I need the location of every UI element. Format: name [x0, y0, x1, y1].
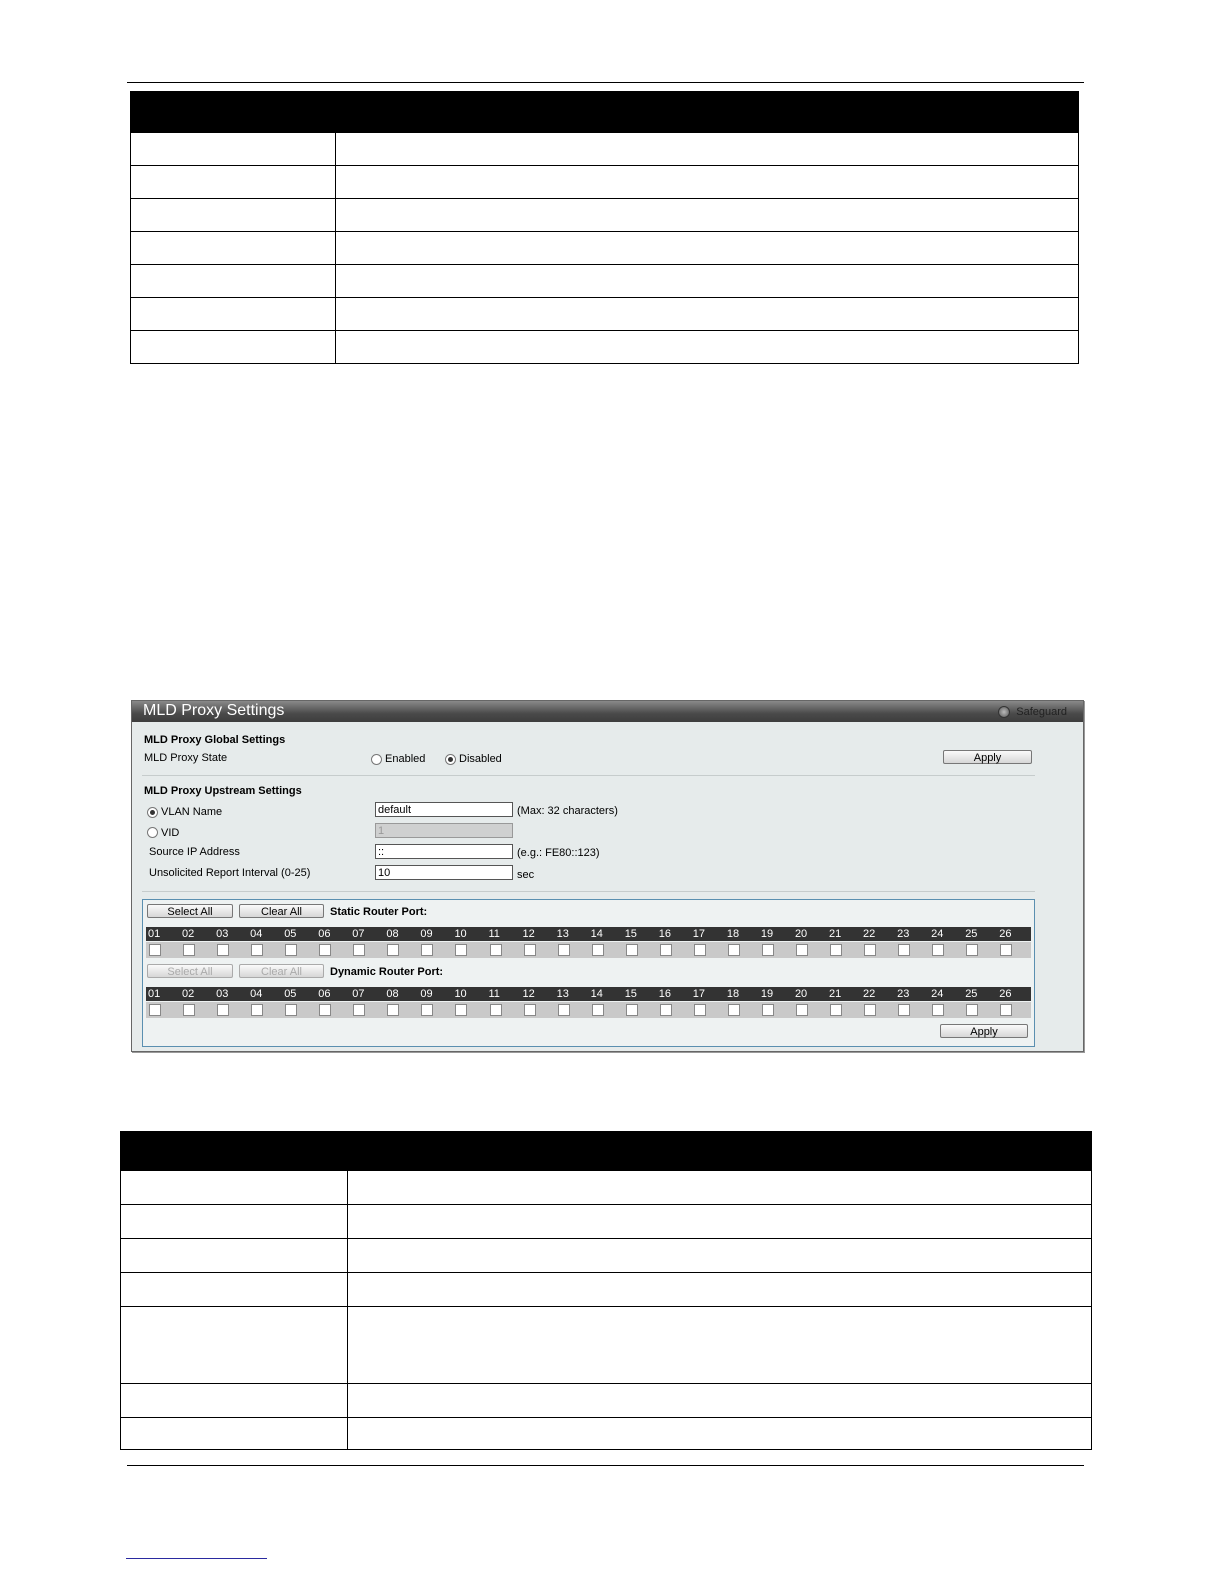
- static-port-number: 13: [556, 928, 569, 940]
- vid-radio[interactable]: [147, 827, 158, 838]
- static-port-number: 05: [284, 928, 297, 940]
- dynamic-port-number: 01: [148, 988, 161, 1000]
- dynamic-port-number: 06: [318, 988, 331, 1000]
- static-clear-all-button[interactable]: Clear All: [239, 904, 324, 918]
- dynamic-port-checkbox-15[interactable]: [626, 1004, 638, 1016]
- dynamic-port-number: 03: [216, 988, 229, 1000]
- static-router-port-label: Static Router Port:: [330, 906, 428, 918]
- static-port-checkbox-20[interactable]: [796, 944, 808, 956]
- vlan-name-label: VLAN Name: [161, 806, 223, 818]
- enabled-label: Enabled: [385, 753, 426, 765]
- vlan-name-input[interactable]: default: [375, 802, 513, 817]
- dynamic-port-checkbox-11[interactable]: [490, 1004, 502, 1016]
- dynamic-port-number: 23: [897, 988, 910, 1000]
- static-port-number: 03: [216, 928, 229, 940]
- static-port-number: 02: [182, 928, 195, 940]
- disabled-radio[interactable]: [445, 754, 456, 765]
- static-port-checkbox-23[interactable]: [898, 944, 910, 956]
- static-port-number: 07: [352, 928, 365, 940]
- static-port-checkbox-24[interactable]: [932, 944, 944, 956]
- dynamic-port-number: 04: [250, 988, 263, 1000]
- dynamic-port-checkbox-12[interactable]: [524, 1004, 536, 1016]
- source-ip-label: Source IP Address: [149, 846, 240, 858]
- footer-link-line: [126, 1558, 267, 1559]
- mld-proxy-settings-panel: [131, 700, 1084, 1052]
- dynamic-port-number: 12: [522, 988, 535, 1000]
- static-port-checkbox-21[interactable]: [830, 944, 842, 956]
- panel-title: MLD Proxy Settings: [143, 702, 285, 719]
- table-header: [131, 92, 1078, 132]
- safeguard-label: Safeguard: [1016, 706, 1067, 718]
- table-row: [131, 330, 1078, 363]
- table-row: [121, 1272, 1091, 1306]
- static-port-number: 06: [318, 928, 331, 940]
- static-port-checkbox-25[interactable]: [966, 944, 978, 956]
- static-port-checkbox-09[interactable]: [421, 944, 433, 956]
- dynamic-port-number: 09: [420, 988, 433, 1000]
- table-row: [121, 1170, 1091, 1204]
- table-row: [131, 198, 1078, 231]
- dynamic-port-number: 05: [284, 988, 297, 1000]
- dynamic-port-checkbox-07[interactable]: [353, 1004, 365, 1016]
- dynamic-port-checkbox-18[interactable]: [728, 1004, 740, 1016]
- dynamic-port-number: 21: [829, 988, 842, 1000]
- dynamic-port-checkbox-02[interactable]: [183, 1004, 195, 1016]
- static-port-number: 19: [760, 928, 774, 940]
- dynamic-clear-all-button[interactable]: Clear All: [239, 964, 324, 978]
- dynamic-port-checkbox-26[interactable]: [1000, 1004, 1012, 1016]
- static-port-checkbox-06[interactable]: [319, 944, 331, 956]
- vid-input[interactable]: 1: [375, 823, 513, 838]
- static-port-number: 18: [726, 928, 740, 940]
- table-row: [121, 1306, 1091, 1383]
- dynamic-port-number: 18: [726, 988, 740, 1000]
- static-port-checkbox-19[interactable]: [762, 944, 774, 956]
- static-port-checkbox-15[interactable]: [626, 944, 638, 956]
- static-port-checkbox-14[interactable]: [592, 944, 604, 956]
- router-port-box: [142, 899, 1035, 1047]
- table-row: [131, 132, 1078, 165]
- global-settings-heading: MLD Proxy Global Settings: [144, 734, 286, 746]
- table-row: [131, 264, 1078, 297]
- dynamic-port-checkbox-19[interactable]: [762, 1004, 774, 1016]
- static-port-number: 20: [794, 928, 808, 940]
- dynamic-port-checkbox-01[interactable]: [149, 1004, 161, 1016]
- static-port-number: 14: [590, 928, 603, 940]
- panel-titlebar: [132, 701, 1083, 722]
- static-select-all-button[interactable]: Select All: [147, 904, 233, 918]
- static-port-number: 26: [999, 928, 1012, 940]
- static-port-checkbox-18[interactable]: [728, 944, 740, 956]
- dynamic-port-checkbox-08[interactable]: [387, 1004, 399, 1016]
- static-port-number: 04: [250, 928, 263, 940]
- static-port-number: 21: [829, 928, 842, 940]
- dynamic-port-checkbox-25[interactable]: [966, 1004, 978, 1016]
- static-port-checkbox-07[interactable]: [353, 944, 365, 956]
- source-ip-hint: (e.g.: FE80::123): [517, 847, 600, 859]
- static-port-checkbox-row: [146, 942, 1031, 958]
- dynamic-port-checkbox-16[interactable]: [660, 1004, 672, 1016]
- dynamic-router-port-label: Dynamic Router Port:: [330, 966, 444, 978]
- dynamic-port-number: 26: [999, 988, 1012, 1000]
- table-row: [131, 165, 1078, 198]
- static-port-checkbox-10[interactable]: [455, 944, 467, 956]
- dynamic-port-checkbox-06[interactable]: [319, 1004, 331, 1016]
- dynamic-port-number: 15: [624, 988, 637, 1000]
- table-row: [121, 1383, 1091, 1417]
- dynamic-port-number: 25: [965, 988, 978, 1000]
- dynamic-port-checkbox-20[interactable]: [796, 1004, 808, 1016]
- static-port-number: 17: [692, 928, 706, 940]
- dynamic-port-number: 11: [488, 988, 500, 1000]
- static-port-number-bar: [146, 927, 1031, 941]
- upstream-settings-heading: MLD Proxy Upstream Settings: [144, 785, 302, 797]
- footer-rule: [127, 1465, 1084, 1466]
- static-port-checkbox-01[interactable]: [149, 944, 161, 956]
- dynamic-port-checkbox-21[interactable]: [830, 1004, 842, 1016]
- global-apply-button[interactable]: Apply: [943, 750, 1032, 764]
- dynamic-port-number: 10: [454, 988, 467, 1000]
- source-ip-input[interactable]: ::: [375, 844, 513, 859]
- static-port-checkbox-16[interactable]: [660, 944, 672, 956]
- dynamic-port-number: 24: [931, 988, 944, 1000]
- static-port-number: 25: [965, 928, 978, 940]
- divider: [142, 891, 1035, 892]
- static-port-checkbox-17[interactable]: [694, 944, 706, 956]
- table-row: [131, 231, 1078, 264]
- static-port-number: 01: [148, 928, 161, 940]
- static-port-number: 09: [420, 928, 433, 940]
- bottom-parameter-table: [120, 1131, 1092, 1450]
- table-row: [131, 297, 1078, 330]
- dynamic-port-number: 19: [760, 988, 774, 1000]
- dynamic-port-number: 17: [692, 988, 706, 1000]
- static-port-checkbox-22[interactable]: [864, 944, 876, 956]
- static-port-checkbox-11[interactable]: [490, 944, 502, 956]
- dynamic-port-number: 20: [794, 988, 808, 1000]
- dynamic-port-checkbox-13[interactable]: [558, 1004, 570, 1016]
- report-interval-label: Unsolicited Report Interval (0-25): [149, 867, 311, 879]
- header-rule: [127, 82, 1084, 83]
- static-port-checkbox-04[interactable]: [251, 944, 263, 956]
- disabled-label: Disabled: [459, 753, 502, 765]
- static-port-checkbox-08[interactable]: [387, 944, 399, 956]
- static-port-checkbox-26[interactable]: [1000, 944, 1012, 956]
- dynamic-port-checkbox-23[interactable]: [898, 1004, 910, 1016]
- static-port-number: 23: [897, 928, 910, 940]
- static-port-number: 24: [931, 928, 944, 940]
- enabled-radio[interactable]: [371, 754, 382, 765]
- dynamic-port-checkbox-10[interactable]: [455, 1004, 467, 1016]
- static-port-checkbox-05[interactable]: [285, 944, 297, 956]
- static-port-checkbox-13[interactable]: [558, 944, 570, 956]
- dynamic-port-number: 02: [182, 988, 195, 1000]
- ports-apply-button[interactable]: Apply: [940, 1024, 1028, 1038]
- static-port-number: 11: [488, 928, 500, 940]
- static-port-checkbox-03[interactable]: [217, 944, 229, 956]
- safeguard-indicator[interactable]: [998, 706, 1067, 718]
- mld-proxy-state-label: MLD Proxy State: [144, 752, 228, 764]
- static-port-number: 15: [624, 928, 637, 940]
- dynamic-port-number-bar: [146, 987, 1031, 1001]
- dynamic-port-checkbox-04[interactable]: [251, 1004, 263, 1016]
- dynamic-port-checkbox-17[interactable]: [694, 1004, 706, 1016]
- static-port-number: 22: [863, 928, 876, 940]
- table-row: [121, 1238, 1091, 1272]
- static-port-checkbox-02[interactable]: [183, 944, 195, 956]
- dynamic-port-checkbox-05[interactable]: [285, 1004, 297, 1016]
- report-interval-input[interactable]: 10: [375, 865, 513, 880]
- dynamic-port-checkbox-24[interactable]: [932, 1004, 944, 1016]
- dynamic-port-checkbox-14[interactable]: [592, 1004, 604, 1016]
- dynamic-port-number: 07: [352, 988, 365, 1000]
- report-interval-unit: sec: [517, 869, 535, 881]
- dynamic-port-checkbox-22[interactable]: [864, 1004, 876, 1016]
- divider: [142, 775, 1035, 776]
- static-port-number: 12: [522, 928, 535, 940]
- static-port-number: 08: [386, 928, 399, 940]
- dynamic-port-number: 14: [590, 988, 603, 1000]
- static-port-number: 10: [454, 928, 467, 940]
- dynamic-port-number: 16: [658, 988, 671, 1000]
- top-parameter-table: [130, 91, 1079, 364]
- vlan-name-radio[interactable]: [147, 807, 158, 818]
- dynamic-port-checkbox-03[interactable]: [217, 1004, 229, 1016]
- dynamic-port-number: 13: [556, 988, 569, 1000]
- vid-label: VID: [161, 827, 180, 839]
- static-port-checkbox-12[interactable]: [524, 944, 536, 956]
- table-row: [121, 1417, 1091, 1449]
- dynamic-port-number: 22: [863, 988, 876, 1000]
- dynamic-port-number: 08: [386, 988, 399, 1000]
- vlan-name-hint: (Max: 32 characters): [517, 805, 618, 817]
- dynamic-port-checkbox-row: [146, 1002, 1031, 1018]
- table-row: [121, 1204, 1091, 1238]
- dynamic-select-all-button[interactable]: Select All: [147, 964, 233, 978]
- table-header: [121, 1132, 1091, 1170]
- static-port-number: 16: [658, 928, 671, 940]
- safeguard-icon: [998, 706, 1010, 718]
- dynamic-port-checkbox-09[interactable]: [421, 1004, 433, 1016]
